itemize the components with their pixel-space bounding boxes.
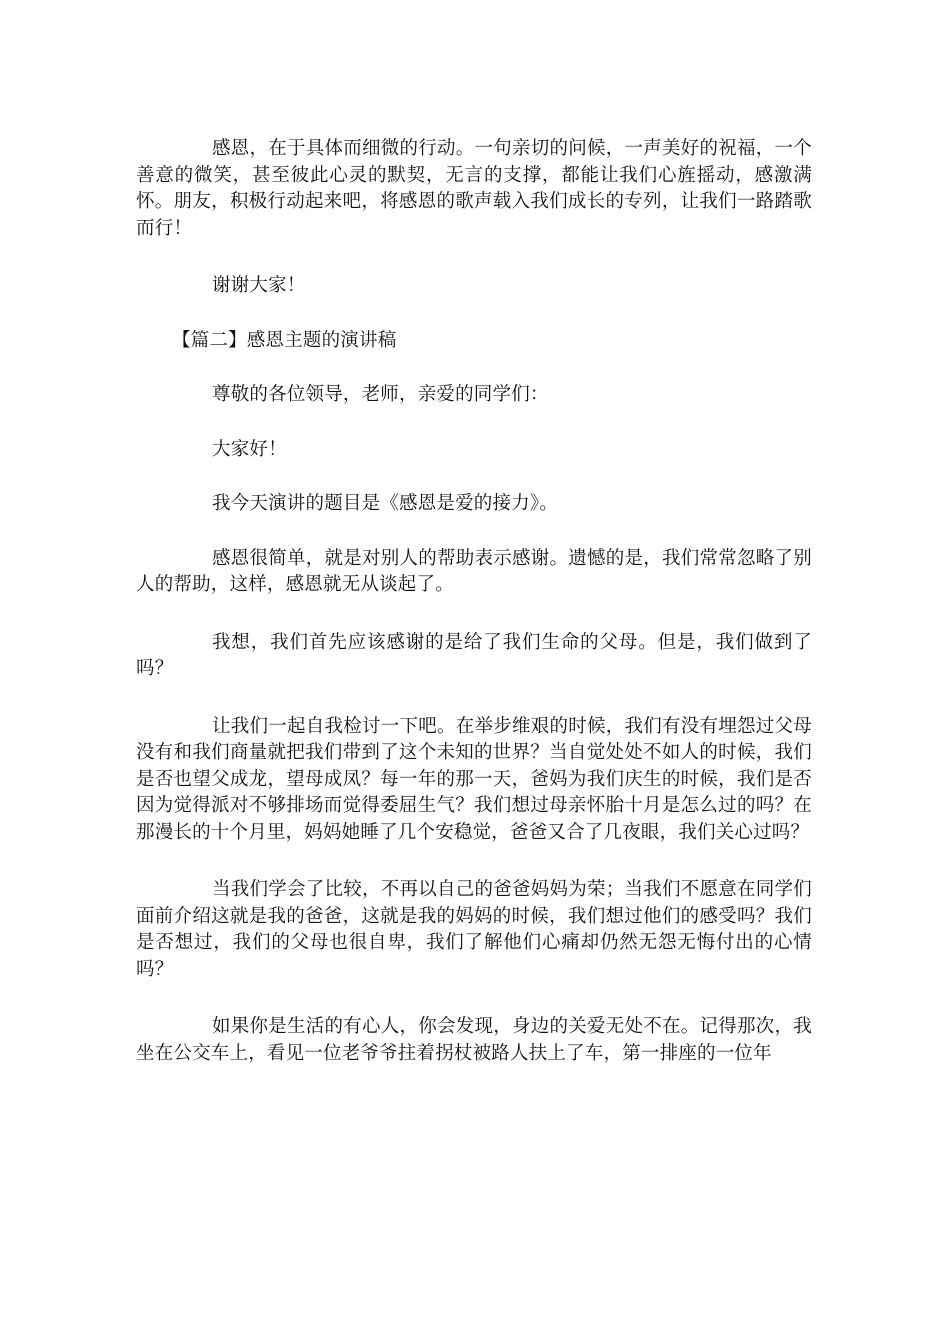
paragraph-greeting: 大家好！ bbox=[212, 438, 287, 460]
section-heading: 【篇二】感恩主题的演讲稿 bbox=[172, 329, 397, 351]
paragraph-parents: 我想，我们首先应该感谢的是给了我们生命的父母。但是，我们做到了吗？ bbox=[136, 631, 812, 679]
paragraph-self-reflection: 让我们一起自我检讨一下吧。在举步维艰的时候，我们有没有埋怨过父母没有和我们商量就把我们带到了这个未知的世界？当自觉处处不如人的时候，我们是否也望父成龙，望母成凤？每一年的那一天，爸妈为我们庆生的时候，我们是否因为觉得派对不够排场而觉得委屈生气？我们想过母亲怀胎十月是怎么过的吗？在那漫长的十个月里，妈妈她睡了几个安稳觉，爸爸又合了几夜眼，我们关心过吗？ bbox=[136, 715, 812, 843]
paragraph-thanks: 谢谢大家！ bbox=[212, 275, 306, 296]
document-body bbox=[136, 136, 812, 1067]
paragraph-bus-story: 如果你是生活的有心人，你会发现，身边的关爱无处不在。记得那次，我坐在公交车上，看见一位老爷爷拄着拐杖被路人扶上了车，第一排座的一位年 bbox=[136, 1016, 812, 1064]
paragraph-comparison: 当我们学会了比较，不再以自己的爸爸妈妈为荣；当我们不愿意在同学们面前介绍这就是我的爸爸，这就是我的妈妈的时候，我们想过他们的感受吗？我们是否想过，我们的父母也很自卑，我们了解他们心痛却仍然无怨无悔付出的心情吗？ bbox=[136, 879, 812, 980]
paragraph-gratitude-simple: 感恩很简单，就是对别人的帮助表示感谢。遗憾的是，我们常常忽略了别人的帮助，这样，感恩就无从谈起了。 bbox=[136, 547, 812, 595]
paragraph-salutation: 尊敬的各位领导，老师，亲爱的同学们： bbox=[212, 384, 549, 405]
paragraph-gratitude-action: 感恩，在于具体而细微的行动。一句亲切的问候，一声美好的祝福，一个善意的微笑，甚至彼此心灵的默契，无言的支撑，都能让我们心旌摇动，感激满怀。朋友，积极行动起来吧，将感恩的歌声载入我们成长的专列，让我们一路踏歌而行！ bbox=[136, 138, 812, 239]
paragraph-speech-title: 我今天演讲的题目是《感恩是爱的接力》。 bbox=[212, 493, 559, 514]
